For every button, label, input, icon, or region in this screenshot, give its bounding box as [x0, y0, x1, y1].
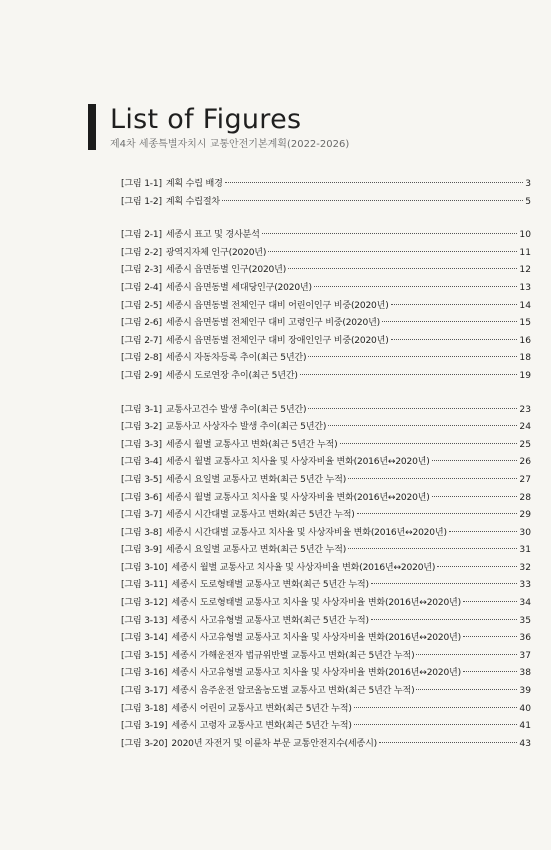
page-number: 12	[519, 265, 531, 276]
figure-number: [그림 3-15]	[121, 650, 168, 661]
figure-entry[interactable]	[121, 333, 531, 351]
dot-leader	[463, 601, 517, 602]
figure-caption: 세종시 읍면동별 인구(2020년)	[165, 265, 287, 276]
title-accent-bar	[88, 104, 96, 150]
figure-entry[interactable]	[121, 683, 531, 701]
page-number: 11	[519, 247, 531, 258]
page-number: 35	[519, 615, 531, 626]
figure-number: [그림 3-18]	[121, 703, 168, 714]
figure-caption: 세종시 사고유형별 교통사고 치사율 및 사상자비율 변화(2016년↔2020년)	[171, 668, 461, 679]
dot-leader	[225, 182, 524, 183]
dot-leader	[262, 233, 518, 234]
figure-number: [그림 3-17]	[121, 686, 168, 697]
figure-group	[121, 227, 531, 385]
page-number: 34	[519, 598, 531, 609]
figure-number: [그림 3-14]	[121, 633, 168, 644]
page-number: 24	[519, 422, 531, 433]
figure-entry[interactable]	[121, 368, 531, 386]
figure-caption: 세종시 요일별 교통사고 변화(최근 5년간 누적)	[165, 474, 347, 485]
figure-caption: 교통사고건수 발생 추이(최근 5년간)	[165, 404, 307, 415]
figure-entry[interactable]	[121, 194, 531, 212]
page-number: 32	[519, 562, 531, 573]
dot-leader	[340, 443, 518, 444]
figure-number: [그림 1-1]	[121, 179, 162, 189]
figure-number: [그림 2-1]	[121, 230, 162, 241]
figure-caption: 교통사고 사상자수 발생 추이(최근 5년간)	[165, 422, 327, 433]
figure-number: [그림 3-16]	[121, 668, 168, 679]
figure-caption: 세종시 자동차등록 추이(최근 5년간)	[165, 353, 307, 364]
figure-caption: 세종시 읍면동별 전체인구 대비 어린이인구 비중(2020년)	[165, 300, 389, 311]
figure-caption: 2020년 자전거 및 이륜차 부문 교통안전지수(세종시)	[171, 738, 378, 749]
dot-leader	[371, 583, 518, 584]
dot-leader	[371, 619, 518, 620]
figure-caption: 세종시 시간대별 교통사고 변화(최근 5년간 누적)	[165, 510, 355, 521]
dot-leader	[354, 724, 518, 725]
figure-number: [그림 2-5]	[121, 300, 162, 311]
page-number: 39	[519, 686, 531, 697]
dot-leader	[308, 408, 517, 409]
figure-entry[interactable]	[121, 280, 531, 298]
dot-leader	[391, 339, 518, 340]
page-number: 10	[519, 230, 531, 241]
dot-leader	[416, 654, 517, 655]
figure-entry[interactable]	[121, 437, 531, 455]
figure-number: [그림 3-20]	[121, 738, 168, 749]
page-number: 13	[519, 282, 531, 293]
page-number: 33	[519, 580, 531, 591]
figure-number: [그림 1-2]	[121, 196, 162, 207]
figure-number: [그림 2-9]	[121, 370, 162, 381]
figure-caption: 세종시 월별 교통사고 치사율 및 사상자비율 변화(2016년↔2020년)	[165, 457, 430, 468]
figure-entry[interactable]	[121, 701, 531, 719]
page-number: 26	[519, 457, 531, 468]
figure-entry[interactable]	[121, 245, 531, 263]
figure-entry[interactable]	[121, 525, 531, 543]
figure-number: [그림 3-4]	[121, 457, 162, 468]
figure-number: [그림 3-5]	[121, 474, 162, 485]
page-number: 36	[519, 633, 531, 644]
page-number: 16	[519, 335, 531, 346]
figure-number: [그림 2-6]	[121, 318, 162, 329]
figure-caption: 세종시 시간대별 교통사고 치사율 및 사상자비율 변화(2016년↔2020년)	[165, 527, 447, 538]
page-number: 41	[519, 721, 531, 732]
figure-entry[interactable]	[121, 490, 531, 508]
figure-caption: 세종시 가해운전자 법규위반별 교통사고 변화(최근 5년간 누적)	[171, 650, 415, 661]
page-number: 15	[519, 318, 531, 329]
page-number: 31	[519, 545, 531, 556]
figure-entry[interactable]	[121, 262, 531, 280]
page-number: 28	[519, 492, 531, 503]
figure-entry[interactable]	[121, 648, 531, 666]
figure-entry[interactable]	[121, 577, 531, 595]
figure-caption: 세종시 월별 교통사고 치사율 및 사상자비율 변화(2016년↔2020년)	[171, 562, 436, 573]
dot-leader	[432, 496, 518, 497]
dot-leader	[382, 321, 517, 322]
figure-caption: 세종시 표고 및 경사분석	[165, 230, 260, 241]
dot-leader	[268, 251, 517, 252]
figure-number: [그림 3-10]	[121, 562, 168, 573]
figure-caption: 세종시 읍면동별 전체인구 대비 고령인구 비중(2020년)	[165, 318, 380, 329]
figure-list	[121, 176, 531, 769]
page-number: 37	[519, 650, 531, 661]
figure-entry[interactable]	[121, 454, 531, 472]
figure-caption: 광역지자체 인구(2020년)	[165, 247, 267, 258]
figure-number: [그림 3-3]	[121, 439, 162, 450]
figure-number: [그림 3-11]	[121, 580, 168, 591]
figure-entry[interactable]	[121, 472, 531, 490]
figure-entry[interactable]	[121, 507, 531, 525]
dot-leader	[357, 513, 518, 514]
figure-entry[interactable]	[121, 350, 531, 368]
figure-number: [그림 2-3]	[121, 265, 162, 276]
page-number: 30	[519, 527, 531, 538]
page-number: 5	[525, 196, 531, 207]
figure-entry[interactable]	[121, 402, 531, 420]
dot-leader	[348, 478, 517, 479]
figure-caption: 세종시 도로형태별 교통사고 변화(최근 5년간 누적)	[171, 580, 369, 591]
dot-leader	[391, 304, 518, 305]
figure-caption: 세종시 사고유형별 교통사고 치사율 및 사상자비율 변화(2016년↔2020년)	[171, 633, 461, 644]
figure-entry[interactable]	[121, 613, 531, 631]
dot-leader	[449, 531, 518, 532]
figure-number: [그림 2-4]	[121, 282, 162, 293]
figure-caption: 세종시 사고유형별 교통사고 변화(최근 5년간 누적)	[171, 615, 369, 626]
page-number: 23	[519, 404, 531, 415]
figure-caption: 세종시 도로연장 추이(최근 5년간)	[165, 370, 298, 381]
figure-caption: 세종시 고령자 교통사고 변화(최근 5년간 누적)	[171, 721, 352, 732]
dot-leader	[314, 286, 518, 287]
dot-leader	[432, 460, 518, 461]
page-title: List of Figures	[110, 104, 302, 135]
page-number: 14	[519, 300, 531, 311]
dot-leader	[222, 200, 523, 201]
dot-leader	[300, 374, 518, 375]
page-subtitle: 제4차 세종특별자치시 교통안전기본계획(2022-2026)	[110, 139, 350, 150]
figure-number: [그림 2-2]	[121, 247, 162, 258]
page-number: 3	[525, 179, 531, 189]
figure-number: [그림 3-6]	[121, 492, 162, 503]
figure-number: [그림 3-9]	[121, 545, 162, 556]
dot-leader	[348, 548, 517, 549]
figure-entry[interactable]	[121, 560, 531, 578]
figure-entry[interactable]	[121, 298, 531, 316]
page-number: 40	[519, 703, 531, 714]
dot-leader	[354, 707, 518, 708]
figure-caption: 계획 수립절차	[165, 196, 221, 207]
figure-group	[121, 176, 531, 211]
figure-caption: 세종시 읍면동별 전체인구 대비 장애인인구 비중(2020년)	[165, 335, 389, 346]
dot-leader	[288, 268, 517, 269]
page-number: 27	[519, 474, 531, 485]
figure-caption: 세종시 읍면동별 세대당인구(2020년)	[165, 282, 312, 293]
figure-entry[interactable]	[121, 176, 531, 194]
figure-number: [그림 3-19]	[121, 721, 168, 732]
figure-caption: 세종시 어린이 교통사고 변화(최근 5년간 누적)	[171, 703, 352, 714]
figure-caption: 계획 수립 배경	[165, 179, 223, 189]
page-number: 25	[519, 439, 531, 450]
figure-entry[interactable]	[121, 718, 531, 736]
figure-number: [그림 3-1]	[121, 404, 162, 415]
dot-leader	[463, 671, 517, 672]
figure-entry[interactable]	[121, 227, 531, 245]
page-number: 29	[519, 510, 531, 521]
figure-number: [그림 3-8]	[121, 527, 162, 538]
page-number: 18	[519, 353, 531, 364]
figure-entry[interactable]	[121, 630, 531, 648]
figure-number: [그림 3-7]	[121, 510, 162, 521]
page-number: 38	[519, 668, 531, 679]
dot-leader	[328, 425, 517, 426]
figure-entry[interactable]	[121, 542, 531, 560]
figure-number: [그림 3-2]	[121, 422, 162, 433]
figure-caption: 세종시 월별 교통사고 변화(최근 5년간 누적)	[165, 439, 338, 450]
figure-entry[interactable]	[121, 419, 531, 437]
figure-entry[interactable]	[121, 665, 531, 683]
figure-group	[121, 402, 531, 754]
figure-number: [그림 2-8]	[121, 353, 162, 364]
dot-leader	[379, 742, 517, 743]
figure-entry[interactable]	[121, 315, 531, 333]
dot-leader	[437, 566, 517, 567]
page-number: 43	[519, 738, 531, 749]
figure-number: [그림 3-13]	[121, 615, 168, 626]
figure-caption: 세종시 월별 교통사고 치사율 및 사상자비율 변화(2016년↔2020년)	[165, 492, 430, 503]
dot-leader	[308, 356, 517, 357]
figure-entry[interactable]	[121, 736, 531, 754]
figure-caption: 세종시 요일별 교통사고 변화(최근 5년간 누적)	[165, 545, 347, 556]
page-number: 19	[519, 370, 531, 381]
figure-caption: 세종시 도로형태별 교통사고 치사율 및 사상자비율 변화(2016년↔2020년)	[171, 598, 461, 609]
dot-leader	[463, 636, 517, 637]
dot-leader	[416, 689, 517, 690]
figure-caption: 세종시 음주운전 알코올농도별 교통사고 변화(최근 5년간 누적)	[171, 686, 415, 697]
figure-number: [그림 2-7]	[121, 335, 162, 346]
figure-entry[interactable]	[121, 595, 531, 613]
figure-number: [그림 3-12]	[121, 598, 168, 609]
